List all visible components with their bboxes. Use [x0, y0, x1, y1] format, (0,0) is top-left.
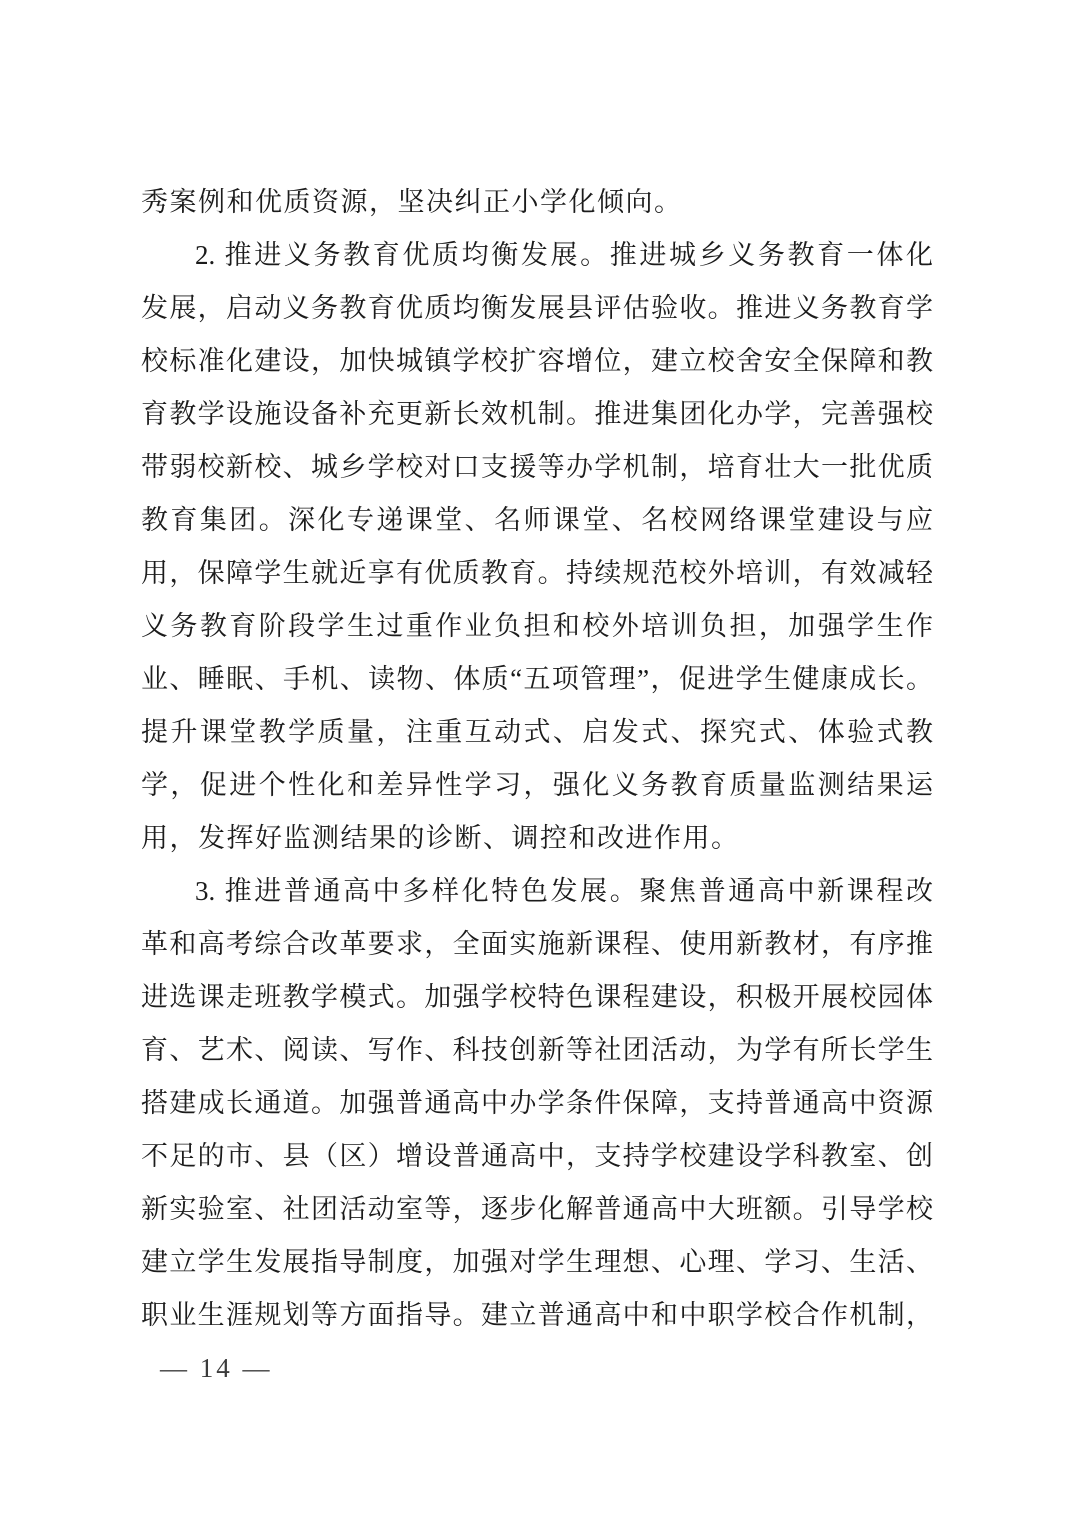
text-line: 职业生涯规划等方面指导。建立普通高中和中职学校合作机制， [141, 1300, 933, 1330]
text-line: 学，促进个性化和差异性学习，强化义务教育质量监测结果运 [141, 770, 933, 800]
document-body [141, 176, 933, 1342]
text-line: 提升课堂教学质量，注重互动式、启发式、探究式、体验式教 [141, 717, 933, 747]
page-number: — 14 — [160, 1353, 273, 1383]
text-line: 3. 推进普通高中多样化特色发展。聚焦普通高中新课程改 [195, 876, 933, 906]
text-line: 不足的市、县（区）增设普通高中，支持学校建设学科教室、创 [141, 1141, 933, 1171]
text-line: 义务教育阶段学生过重作业负担和校外培训负担，加强学生作 [141, 611, 933, 641]
text-line: 进选课走班教学模式。加强学校特色课程建设，积极开展校园体 [141, 982, 933, 1012]
text-line: 新实验室、社团活动室等，逐步化解普通高中大班额。引导学校 [141, 1194, 933, 1224]
text-line: 革和高考综合改革要求，全面实施新课程、使用新教材，有序推 [141, 929, 933, 959]
text-line: 用，保障学生就近享有优质教育。持续规范校外培训，有效减轻 [141, 558, 933, 588]
text-line: 用，发挥好监测结果的诊断、调控和改进作用。 [141, 823, 740, 853]
text-line: 发展，启动义务教育优质均衡发展县评估验收。推进义务教育学 [141, 293, 933, 323]
text-line: 业、睡眠、手机、读物、体质“五项管理”，促进学生健康成长。 [141, 664, 933, 694]
text-line: 2. 推进义务教育优质均衡发展。推进城乡义务教育一体化 [195, 240, 933, 270]
text-line: 校标准化建设，加快城镇学校扩容增位，建立校舍安全保障和教 [141, 346, 933, 376]
text-line: 教育集团。深化专递课堂、名师课堂、名校网络课堂建设与应 [141, 505, 933, 535]
text-line: 建立学生发展指导制度，加强对学生理想、心理、学习、生活、 [141, 1247, 933, 1277]
text-line: 育教学设施设备补充更新长效机制。推进集团化办学，完善强校 [141, 399, 933, 429]
text-line: 秀案例和优质资源，坚决纠正小学化倾向。 [141, 187, 683, 217]
text-line: 搭建成长通道。加强普通高中办学条件保障，支持普通高中资源 [141, 1088, 933, 1118]
text-line: 育、艺术、阅读、写作、科技创新等社团活动，为学有所长学生 [141, 1035, 933, 1065]
text-line: 带弱校新校、城乡学校对口支援等办学机制，培育壮大一批优质 [141, 452, 933, 482]
